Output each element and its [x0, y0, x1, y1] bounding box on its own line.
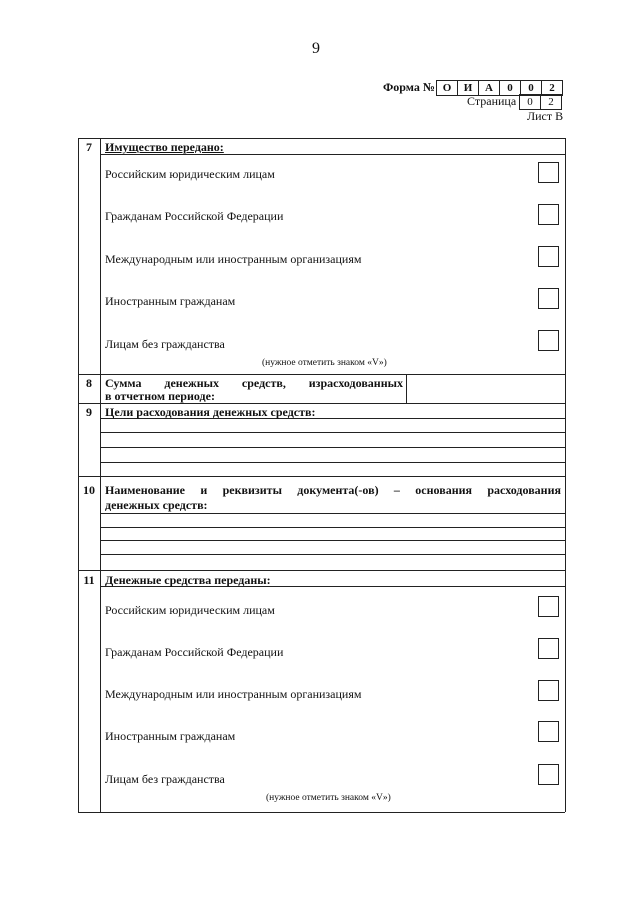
s7-checkbox-intl-orgs[interactable] — [538, 246, 559, 267]
form-code-cell: 0 — [500, 81, 521, 95]
section-10-number: 10 — [83, 483, 95, 497]
s7-note: (нужное отметить знаком «V») — [262, 358, 387, 368]
s7-option-label: Гражданам Российской Федерации — [105, 209, 284, 223]
section-9-text-field[interactable] — [102, 420, 564, 474]
form-code-cell: И — [458, 81, 479, 95]
page-code — [519, 94, 562, 110]
form-label: Форма № — [383, 80, 435, 94]
s7-checkbox-citizens[interactable] — [538, 204, 559, 225]
s7-checkbox-foreign-citizens[interactable] — [538, 288, 559, 309]
section-9-number: 9 — [86, 405, 92, 419]
page-number: 9 — [312, 40, 320, 57]
form-code-cell: О — [437, 81, 458, 95]
s11-checkbox-foreign-citizens[interactable] — [538, 721, 559, 742]
s11-option-label: Гражданам Российской Федерации — [105, 645, 284, 659]
s11-option-label: Российским юридическим лицам — [105, 603, 275, 617]
s11-option-label: Лицам без гражданства — [105, 772, 225, 786]
section-8-amount-field[interactable] — [408, 376, 563, 402]
s11-option-label: Международным или иностранным организациям — [105, 687, 362, 701]
s7-checkbox-legal-entities[interactable] — [538, 162, 559, 183]
s11-option-label: Иностранным гражданам — [105, 729, 236, 743]
section-10-text-field[interactable] — [102, 515, 564, 569]
s7-option-label: Российским юридическим лицам — [105, 167, 275, 181]
section-8-number: 8 — [86, 376, 92, 390]
section-11-number: 11 — [83, 573, 95, 587]
form-code-cell: 0 — [521, 81, 542, 95]
section-7-title: Имущество передано: — [105, 140, 224, 154]
s11-checkbox-legal-entities[interactable] — [538, 596, 559, 617]
section-9-title: Цели расходования денежных средств: — [105, 405, 316, 419]
s11-note: (нужное отметить знаком «V») — [266, 793, 391, 803]
section-10-title-line2: денежных средств: — [105, 498, 208, 512]
s7-option-label: Иностранным гражданам — [105, 294, 236, 308]
s11-checkbox-intl-orgs[interactable] — [538, 680, 559, 701]
s7-option-label: Лицам без гражданства — [105, 337, 225, 351]
section-8-title-line2: в отчетном периоде: — [105, 389, 215, 403]
page-label: Страница — [467, 94, 517, 108]
form-code-cell: А — [479, 81, 500, 95]
section-11-title: Денежные средства переданы: — [105, 573, 271, 587]
s11-checkbox-stateless[interactable] — [538, 764, 559, 785]
section-7-number: 7 — [86, 140, 92, 154]
page-code-cell: 0 — [520, 95, 541, 109]
s11-checkbox-citizens[interactable] — [538, 638, 559, 659]
section-8-title-line1: Сумма денежных средств, израсходованных — [105, 376, 403, 390]
sheet-label: Лист В — [527, 109, 564, 123]
form-code-cell: 2 — [549, 82, 555, 94]
page-code-cell: 2 — [548, 96, 554, 108]
section-10-title-line1: Наименование и реквизиты документа(-ов) – основания расходования — [105, 483, 561, 497]
s7-checkbox-stateless[interactable] — [538, 330, 559, 351]
s7-option-label: Международным или иностранным организациям — [105, 252, 362, 266]
